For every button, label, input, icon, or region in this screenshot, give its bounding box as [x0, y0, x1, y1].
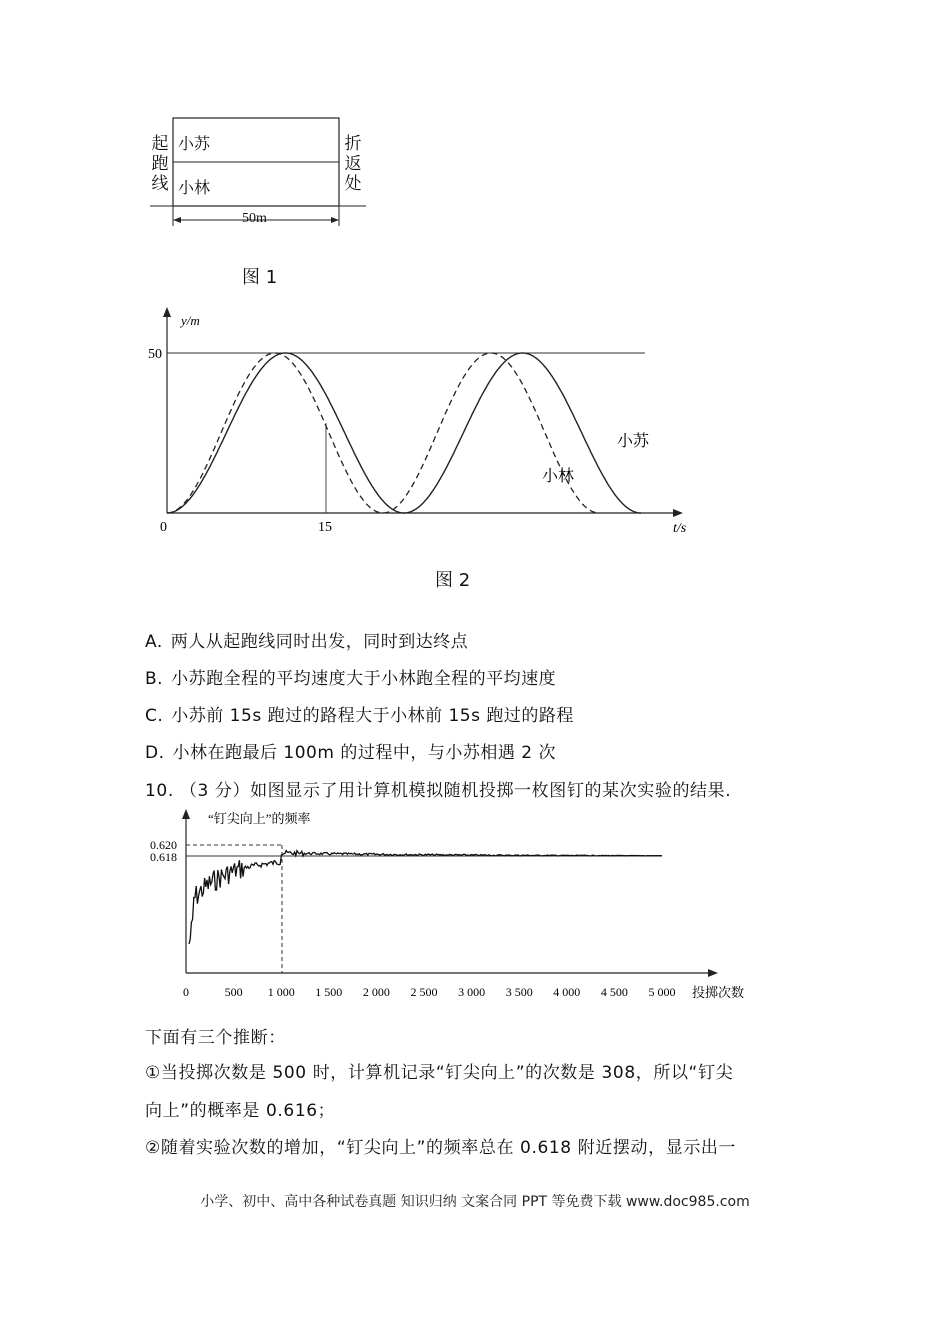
figure1-caption: 图 1	[242, 267, 278, 288]
option-c-text: 小苏前 15s 跑过的路程大于小林前 15s 跑过的路程	[171, 706, 574, 726]
option-d	[145, 738, 556, 763]
x-tick-1000: 1 000	[267, 985, 295, 999]
position-time-chart	[145, 305, 700, 540]
inference-1-line1: ①当投掷次数是 500 时，计算机记录“钉尖向上”的次数是 308，所以“钉尖	[145, 1063, 734, 1083]
x-tick-3500: 3 500	[505, 985, 533, 999]
freq-y-axis-label: “钉尖向上”的频率	[208, 811, 311, 826]
lane-top-name: 小苏	[178, 134, 211, 153]
option-d-letter: D.	[145, 743, 165, 763]
option-b-letter: B.	[145, 669, 164, 689]
turn-label: 折返处	[344, 134, 362, 194]
series-xiaosu-label: 小苏	[617, 433, 650, 450]
x-tick-4000: 4 000	[553, 985, 581, 999]
x-tick-2500: 2 500	[410, 985, 438, 999]
distance-label: 50m	[242, 211, 267, 226]
frequency-chart	[150, 805, 760, 1005]
question-10-number: 10.	[145, 781, 174, 801]
option-a	[145, 627, 468, 652]
question-10	[145, 776, 731, 801]
series-xiaosu-line	[167, 353, 641, 513]
inferences-intro: 下面有三个推断：	[145, 1028, 286, 1048]
x-tick-4500: 4 500	[600, 985, 628, 999]
option-b-text: 小苏跑全程的平均速度大于小林跑全程的平均速度	[171, 669, 557, 689]
x-tick-1500: 1 500	[315, 985, 343, 999]
x-axis-label: t/s	[673, 521, 687, 536]
inference-2-line1: ②随着实验次数的增加，“钉尖向上”的频率总在 0.618 附近摆动，显示出一	[145, 1138, 737, 1158]
x-tick-0: 0	[160, 520, 167, 535]
x-tick-500: 500	[224, 985, 243, 999]
lane-bottom-name: 小林	[178, 178, 211, 197]
y-tick-0620: 0.620	[150, 838, 177, 852]
x-tick-3000: 3 000	[458, 985, 486, 999]
frequency-series-line	[189, 851, 662, 944]
y-tick-50: 50	[148, 347, 162, 362]
inference-1-line2: 向上”的概率是 0.616；	[145, 1101, 336, 1121]
start-line-label: 起跑线	[151, 134, 169, 194]
x-tick-2000: 2 000	[362, 985, 390, 999]
option-c	[145, 701, 574, 726]
freq-x-axis-label: 投掷次数	[692, 985, 745, 1000]
series-xiaolin-label: 小林	[542, 468, 575, 485]
y-tick-0618: 0.618	[150, 850, 177, 864]
x-tick-5000: 5 000	[648, 985, 676, 999]
option-c-letter: C.	[145, 706, 164, 726]
option-d-text: 小林在跑最后 100m 的过程中，与小苏相遇 2 次	[172, 743, 556, 763]
question-10-text: （3 分）如图显示了用计算机模拟随机投掷一枚图钉的某次实验的结果.	[179, 781, 732, 801]
freq-x-ticks	[183, 985, 676, 999]
y-axis-label: y/m	[181, 313, 200, 328]
x-tick-15: 15	[318, 520, 332, 535]
option-a-text: 两人从起跑线同时出发，同时到达终点	[170, 632, 469, 652]
figure2-caption: 图 2	[435, 570, 471, 591]
option-b	[145, 664, 556, 689]
page-footer: 小学、初中、高中各种试卷真题 知识归纳 文案合同 PPT 等免费下载 www.doc985.com	[200, 1194, 750, 1210]
x-tick-0: 0	[183, 985, 189, 999]
option-a-letter: A.	[145, 632, 163, 652]
series-xiaolin-line	[167, 353, 599, 513]
